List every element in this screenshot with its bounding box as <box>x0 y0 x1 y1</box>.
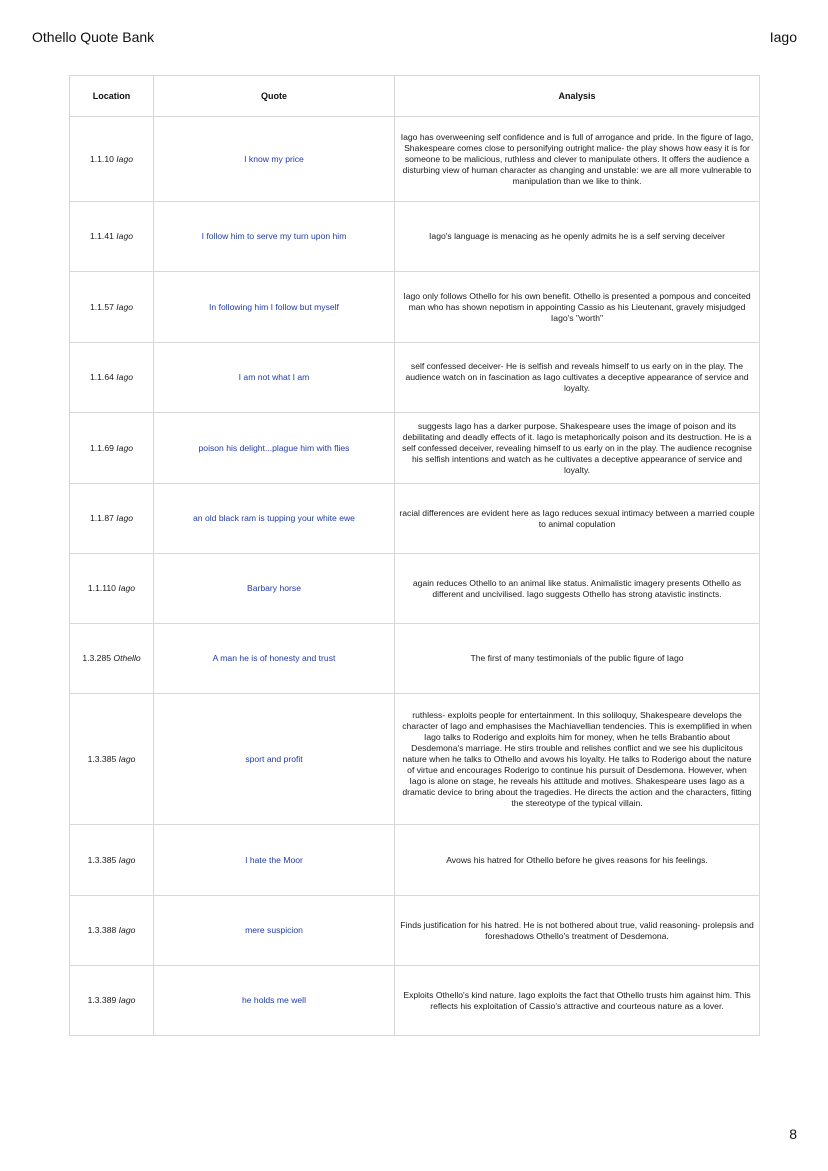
table-row <box>70 624 760 694</box>
analysis-cell: Finds justification for his hatred. He is not bothered about true, valid reasoning- prolepsis and foreshadows Othello's treatment of Desdemona. <box>395 896 760 966</box>
speaker: Iago <box>116 513 134 523</box>
quote-cell: I know my price <box>154 117 395 202</box>
quote-cell: poison his delight...plague him with flies <box>154 413 395 484</box>
line-reference: 1.1.41 <box>89 231 114 241</box>
quote-cell: I am not what I am <box>154 343 395 413</box>
line-reference: 1.1.10 <box>89 153 114 164</box>
speaker: Iago <box>118 854 136 865</box>
location-cell <box>70 825 154 896</box>
line-reference: 1.3.388 <box>87 925 117 935</box>
line-reference: 1.1.69 <box>89 442 114 453</box>
location-cell <box>70 117 154 202</box>
analysis-cell: The first of many testimonials of the public figure of Iago <box>395 624 760 694</box>
location-cell <box>70 554 154 624</box>
analysis-cell: suggests Iago has a darker purpose. Shakespeare uses the image of poison and its debilitating and deadly effects of it. Iago is metaphorically poison and its destruction. He is a self confessed deceiver, revealing himself to us early on in the play. The audience recognise his selfish intentions and watch as he cultivates a deceptive appearance of service and loyalty. <box>395 413 760 484</box>
quote-table <box>69 75 760 1036</box>
location-cell <box>70 343 154 413</box>
table-row <box>70 343 760 413</box>
table-row <box>70 117 760 202</box>
line-reference: 1.1.110 <box>87 583 116 593</box>
document-title: Othello Quote Bank <box>32 29 155 45</box>
location-cell <box>70 484 154 554</box>
location-cell <box>70 413 154 484</box>
speaker: Iago <box>116 231 134 241</box>
location-cell <box>70 694 154 825</box>
table-header-row <box>70 76 760 117</box>
table-row <box>70 966 760 1036</box>
location-cell <box>70 272 154 343</box>
analysis-cell: ruthless- exploits people for entertainment. In this soliloquy, Shakespeare develops the character of Iago and emphasises the Machiavellian tendencies. This is exemplified in when Iago talks to Roderigo and exploits him for money, when he tells Brabantio about Desdemona's marriage. He stirs trouble and relishes conflict and we see his duplicitous nature when he talks to Othello and avows his loyalty. He talks to Roderigo about the nature of virtue and encourages Roderigo to continue his pursuit of Desdemona. However, when Iago is alone on stage, he reveals his attitude and motives. Shakespeare uses Iago as a dramatic device to bring about the tragedies. He directs the action and the characters, fitting the stereotype of the typical villain. <box>395 694 760 825</box>
analysis-cell: Exploits Othello's kind nature. Iago exploits the fact that Othello trusts him against him. This reflects his exploitation of Cassio's attractive and courteous nature as a lover. <box>395 966 760 1036</box>
quote-cell: mere suspicion <box>154 896 395 966</box>
speaker: Iago <box>116 372 134 382</box>
speaker: Iago <box>118 583 136 593</box>
quote-cell: In following him I follow but myself <box>154 272 395 343</box>
table-row <box>70 694 760 825</box>
quote-cell: I hate the Moor <box>154 825 395 896</box>
table-row <box>70 554 760 624</box>
speaker: Iago <box>116 442 134 453</box>
page-number: 8 <box>789 1126 797 1142</box>
quote-cell: Barbary horse <box>154 554 395 624</box>
quote-cell: A man he is of honesty and trust <box>154 624 395 694</box>
speaker: Othello <box>113 653 141 663</box>
column-header-quote: Quote <box>154 76 395 117</box>
speaker: Iago <box>118 925 136 935</box>
analysis-cell: Iago only follows Othello for his own benefit. Othello is presented a pompous and conceited man who has shown nepotism in appointing Cassio as his Lieutenant, gravely misjudged Iago's "worth" <box>395 272 760 343</box>
location-cell <box>70 896 154 966</box>
table-row <box>70 413 760 484</box>
line-reference: 1.3.285 <box>82 653 112 663</box>
speaker: Iago <box>118 753 136 764</box>
table-row <box>70 825 760 896</box>
quote-cell: sport and profit <box>154 694 395 825</box>
character-name: Iago <box>769 29 797 45</box>
line-reference: 1.3.385 <box>87 753 117 764</box>
quote-cell: he holds me well <box>154 966 395 1036</box>
line-reference: 1.3.389 <box>87 995 117 1005</box>
speaker: Iago <box>116 153 134 164</box>
analysis-cell: Iago's language is menacing as he openly admits he is a self serving deceiver <box>395 202 760 272</box>
column-header-analysis: Analysis <box>395 76 760 117</box>
table-row <box>70 272 760 343</box>
table-body <box>70 117 760 1036</box>
analysis-cell: Iago has overweening self confidence and is full of arrogance and pride. In the figure of Iago, Shakespeare comes close to personifying outright malice- the play shows how easy it is for someone to be malicious, ruthless and clever to manipulate others. It offers the audience a disturbing view of human character as changing and unstable: we are all more vulnerable to manipulation than we like to think. <box>395 117 760 202</box>
column-header-location: Location <box>70 76 154 117</box>
analysis-cell: self confessed deceiver- He is selfish and reveals himself to us early on in the play. The audience watch on in fascination as Iago cultivates a deceptive appearance of service and loyalty. <box>395 343 760 413</box>
table-row <box>70 202 760 272</box>
analysis-cell: Avows his hatred for Othello before he gives reasons for his feelings. <box>395 825 760 896</box>
table-row <box>70 484 760 554</box>
line-reference: 1.1.57 <box>89 301 114 312</box>
analysis-cell: racial differences are evident here as Iago reduces sexual intimacy between a married couple to animal copulation <box>395 484 760 554</box>
line-reference: 1.3.385 <box>87 854 117 865</box>
analysis-cell: again reduces Othello to an animal like status. Animalistic imagery presents Othello as different and uncivilised. Iago suggests Othello has strong atavistic instincts. <box>395 554 760 624</box>
location-cell <box>70 624 154 694</box>
line-reference: 1.1.64 <box>89 372 114 382</box>
quote-cell: an old black ram is tupping your white ewe <box>154 484 395 554</box>
table-row <box>70 896 760 966</box>
quote-cell: I follow him to serve my turn upon him <box>154 202 395 272</box>
speaker: Iago <box>118 995 136 1005</box>
speaker: Iago <box>116 301 134 312</box>
line-reference: 1.1.87 <box>89 513 114 523</box>
location-cell <box>70 202 154 272</box>
location-cell <box>70 966 154 1036</box>
